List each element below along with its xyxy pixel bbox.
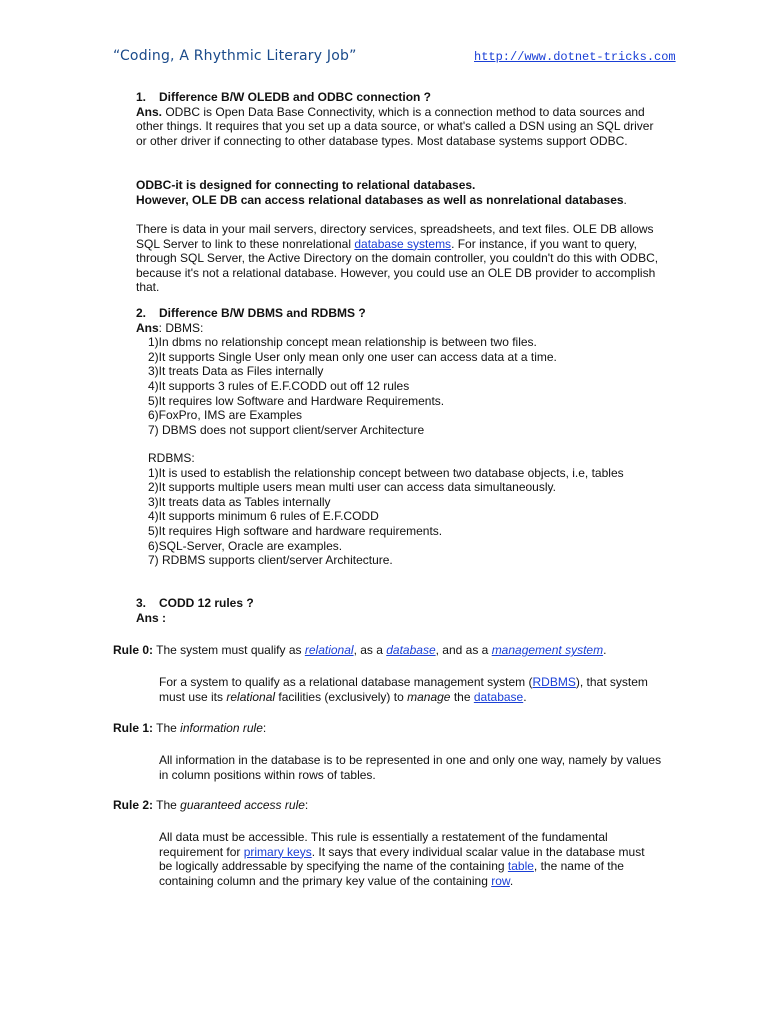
- question-1: [136, 90, 666, 148]
- rule-text: , as a: [353, 643, 387, 657]
- dbms-label: : DBMS:: [158, 320, 204, 335]
- answer-label: Ans :: [136, 610, 166, 625]
- dbms-list: [136, 335, 666, 437]
- rule-1-label: Rule 1:: [113, 721, 154, 735]
- rule-text-italic: relational: [226, 689, 276, 704]
- summary-line-1: ODBC-it is designed for connecting to relational databases.: [136, 178, 476, 192]
- rule-0-body: [159, 675, 664, 704]
- header-title: “Coding, A Rhythmic Literary Job”: [113, 48, 357, 64]
- rule-1-heading: [113, 721, 266, 736]
- header-website-link[interactable]: http://www.dotnet-tricks.com: [474, 50, 676, 64]
- rule-2-label: Rule 2:: [113, 798, 154, 812]
- list-item: 4)It supports 3 rules of E.F.CODD out off 12 rules: [148, 378, 410, 393]
- row-link[interactable]: row: [491, 873, 510, 888]
- rdbms-label: RDBMS:: [148, 451, 195, 465]
- rule-text: All data must be accessible. This rule is essentially a restatement of the fundamental requirement for: [159, 830, 608, 859]
- list-item: 7) DBMS does not support client/server Architecture: [148, 422, 425, 437]
- answer-label: Ans.: [136, 104, 163, 119]
- rule-text: For a system to qualify as a relational database management system (: [159, 675, 533, 689]
- oledb-paragraph: [136, 222, 666, 295]
- rule-1-body: [159, 753, 664, 782]
- rule-text: The: [153, 798, 181, 812]
- oledb-para-a: There is data in your mail servers, directory services, spreadsheets, and text files. OLE DB allows SQL Server to link to these nonrelational: [136, 222, 654, 251]
- management-system-link[interactable]: management system: [491, 643, 604, 657]
- rule-text: ), that system must use its: [159, 675, 648, 704]
- question-1-heading: [136, 90, 666, 105]
- rule-0-heading: [113, 643, 606, 658]
- rule-text: The: [153, 721, 181, 735]
- list-item: 6)FoxPro, IMS are Examples: [148, 408, 303, 423]
- list-item: 1)In dbms no relationship concept mean relationship is between two files.: [148, 335, 537, 350]
- rule-text-italic: manage: [407, 689, 451, 704]
- rdbms-section: [148, 451, 648, 568]
- list-item: 5)It requires low Software and Hardware Requirements.: [148, 393, 445, 408]
- question-1-answer: [136, 105, 666, 149]
- database-systems-link[interactable]: database systems: [354, 236, 452, 251]
- rule-2-body: [159, 830, 659, 888]
- question-1-number: 1.: [136, 90, 147, 104]
- summary-line-2: However, OLE DB can access relational databases as well as nonrelational databases: [136, 192, 624, 207]
- rule-text: the: [450, 689, 474, 704]
- answer-label: Ans: [136, 320, 159, 335]
- primary-keys-link[interactable]: primary keys: [243, 844, 312, 859]
- rule-text: facilities (exclusively) to: [275, 689, 408, 704]
- database-link[interactable]: database: [473, 689, 524, 704]
- question-3-heading: [136, 596, 666, 611]
- rule-text: The system must qualify as: [153, 643, 305, 657]
- rule-2-heading: [113, 798, 308, 813]
- oledb-para-b: . For instance, if you want to query, through SQL Server, the Active Directory on the domain controller, you couldn't do this with ODBC, because it's not a relational database. However, you could use an OLE DB provider to accomplish that.: [136, 236, 659, 295]
- list-item: 1)It is used to establish the relationship concept between two database objects, i.e, tables: [148, 465, 624, 480]
- summary-line-2-end: .: [623, 192, 627, 207]
- list-item: 2)It supports Single User only mean only one user can access data at a time.: [148, 349, 557, 364]
- rule-text: :: [304, 798, 309, 812]
- list-item: 6)SQL-Server, Oracle are examples.: [148, 538, 343, 553]
- rule-text: , the name of the containing column and the primary key value of the containing: [159, 859, 624, 888]
- rule-text: .: [603, 643, 607, 657]
- list-item: 2)It supports multiple users mean multi user can access data simultaneously.: [148, 480, 556, 495]
- rule-0-label: Rule 0:: [113, 643, 154, 657]
- list-item: 3)It treats data as Tables internally: [148, 494, 331, 509]
- answer-text: ODBC is Open Data Base Connectivity, which is a connection method to data sources and other things. It requires that you set up a data source, or what's called a DSN using an SQL driver or other driver if connecting to other database types. Most database systems support ODBC.: [136, 104, 654, 148]
- list-item: 3)It treats Data as Files internally: [148, 364, 324, 379]
- rule-text: , and as a: [435, 643, 492, 657]
- question-2: [136, 306, 666, 437]
- question-3-title: CODD 12 rules ?: [159, 596, 254, 610]
- list-item: 5)It requires High software and hardware requirements.: [148, 523, 443, 538]
- rule-text: .: [523, 689, 527, 704]
- list-item: 4)It supports minimum 6 rules of E.F.CODD: [148, 509, 379, 524]
- database-link[interactable]: database: [386, 643, 436, 657]
- table-link[interactable]: table: [507, 859, 534, 874]
- list-item: 7) RDBMS supports client/server Architecture.: [148, 553, 393, 568]
- rdbms-link[interactable]: RDBMS: [532, 675, 576, 689]
- odbc-oledb-summary: [136, 178, 666, 207]
- rule-text: :: [262, 721, 267, 735]
- rule-name-italic: guaranteed access rule: [180, 798, 305, 812]
- question-3-number: 3.: [136, 596, 147, 610]
- question-2-number: 2.: [136, 306, 147, 320]
- rule-name-italic: information rule: [180, 721, 263, 735]
- question-2-title: Difference B/W DBMS and RDBMS ?: [159, 306, 366, 320]
- relational-link[interactable]: relational: [304, 643, 354, 657]
- rule-text: . It says that every individual scalar value in the database must be logically addressable by specifying the name of the containing: [159, 844, 645, 874]
- question-1-title: Difference B/W OLEDB and ODBC connection ?: [159, 90, 432, 104]
- question-2-heading: [136, 306, 666, 321]
- rule-text: .: [509, 873, 514, 888]
- question-3: [136, 596, 666, 625]
- rule-text: All information in the database is to be represented in one and only one way, namely by values in column positions within rows of tables.: [159, 753, 662, 782]
